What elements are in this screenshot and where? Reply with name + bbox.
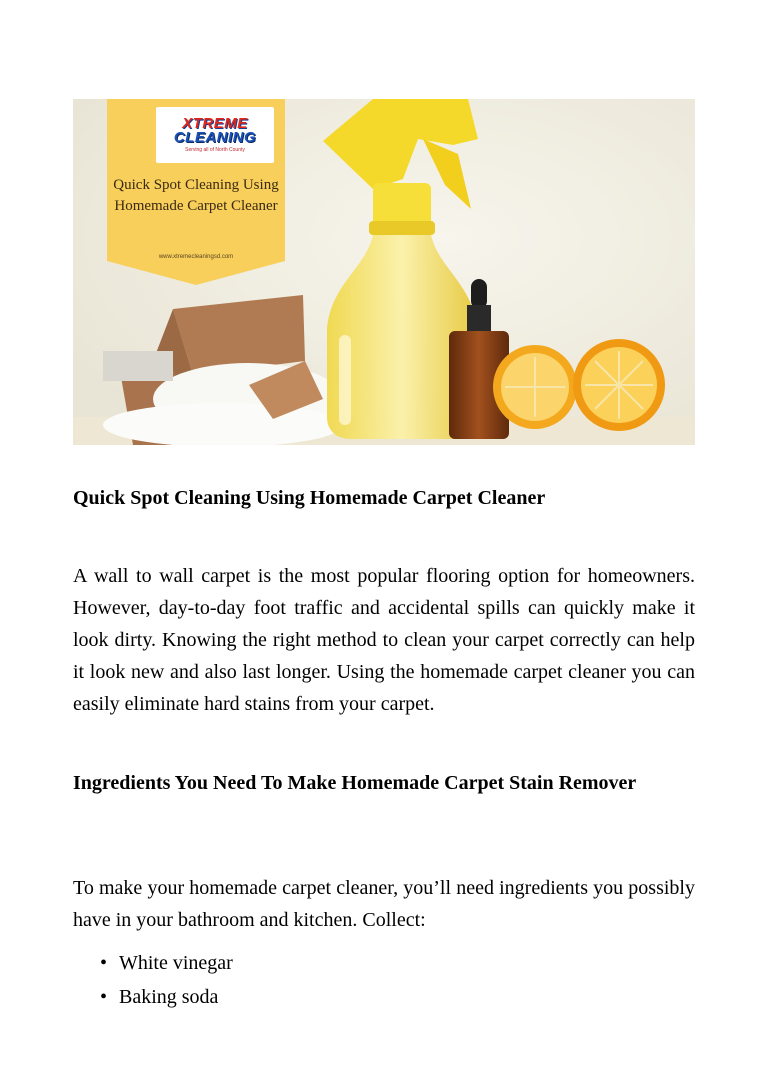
company-logo <box>156 107 274 163</box>
list-item <box>73 980 233 1014</box>
intro-paragraph: A wall to wall carpet is the most popular flooring option for homeowners. However, day-to-day foot traffic and accidental spills can quickly make it look dirty. Knowing the right method to clean your carpet correctly can help it look new and also last longer. Using the homemade carpet cleaner you can easily eliminate hard stains from your carpet. <box>73 565 695 715</box>
ingredients-list <box>73 946 233 1014</box>
bullet-icon: • <box>100 952 108 974</box>
logo-line-1: XTREME <box>182 115 248 132</box>
hero-banner <box>107 99 285 284</box>
banner-url: www.xtremecleaningsd.com <box>158 254 234 260</box>
list-item <box>73 946 233 980</box>
ingredients-heading: Ingredients You Need To Make Homemade Carpet Stain Remover <box>73 772 637 794</box>
banner-title: Quick Spot Cleaning Using Homemade Carpet Cleaner <box>113 177 279 214</box>
hero-image <box>73 99 695 445</box>
ingredients-intro-paragraph: To make your homemade carpet cleaner, you’ll need ingredients you possibly have in your bathroom and kitchen. Collect: <box>73 877 695 931</box>
bullet-icon: • <box>100 986 108 1008</box>
list-item-label: Baking soda <box>119 986 219 1008</box>
logo-line-2: CLEANING <box>173 129 257 146</box>
article-title: Quick Spot Cleaning Using Homemade Carpet Cleaner <box>73 487 546 509</box>
logo-tagline: Serving all of North County <box>185 147 245 153</box>
list-item-label: White vinegar <box>119 952 233 974</box>
